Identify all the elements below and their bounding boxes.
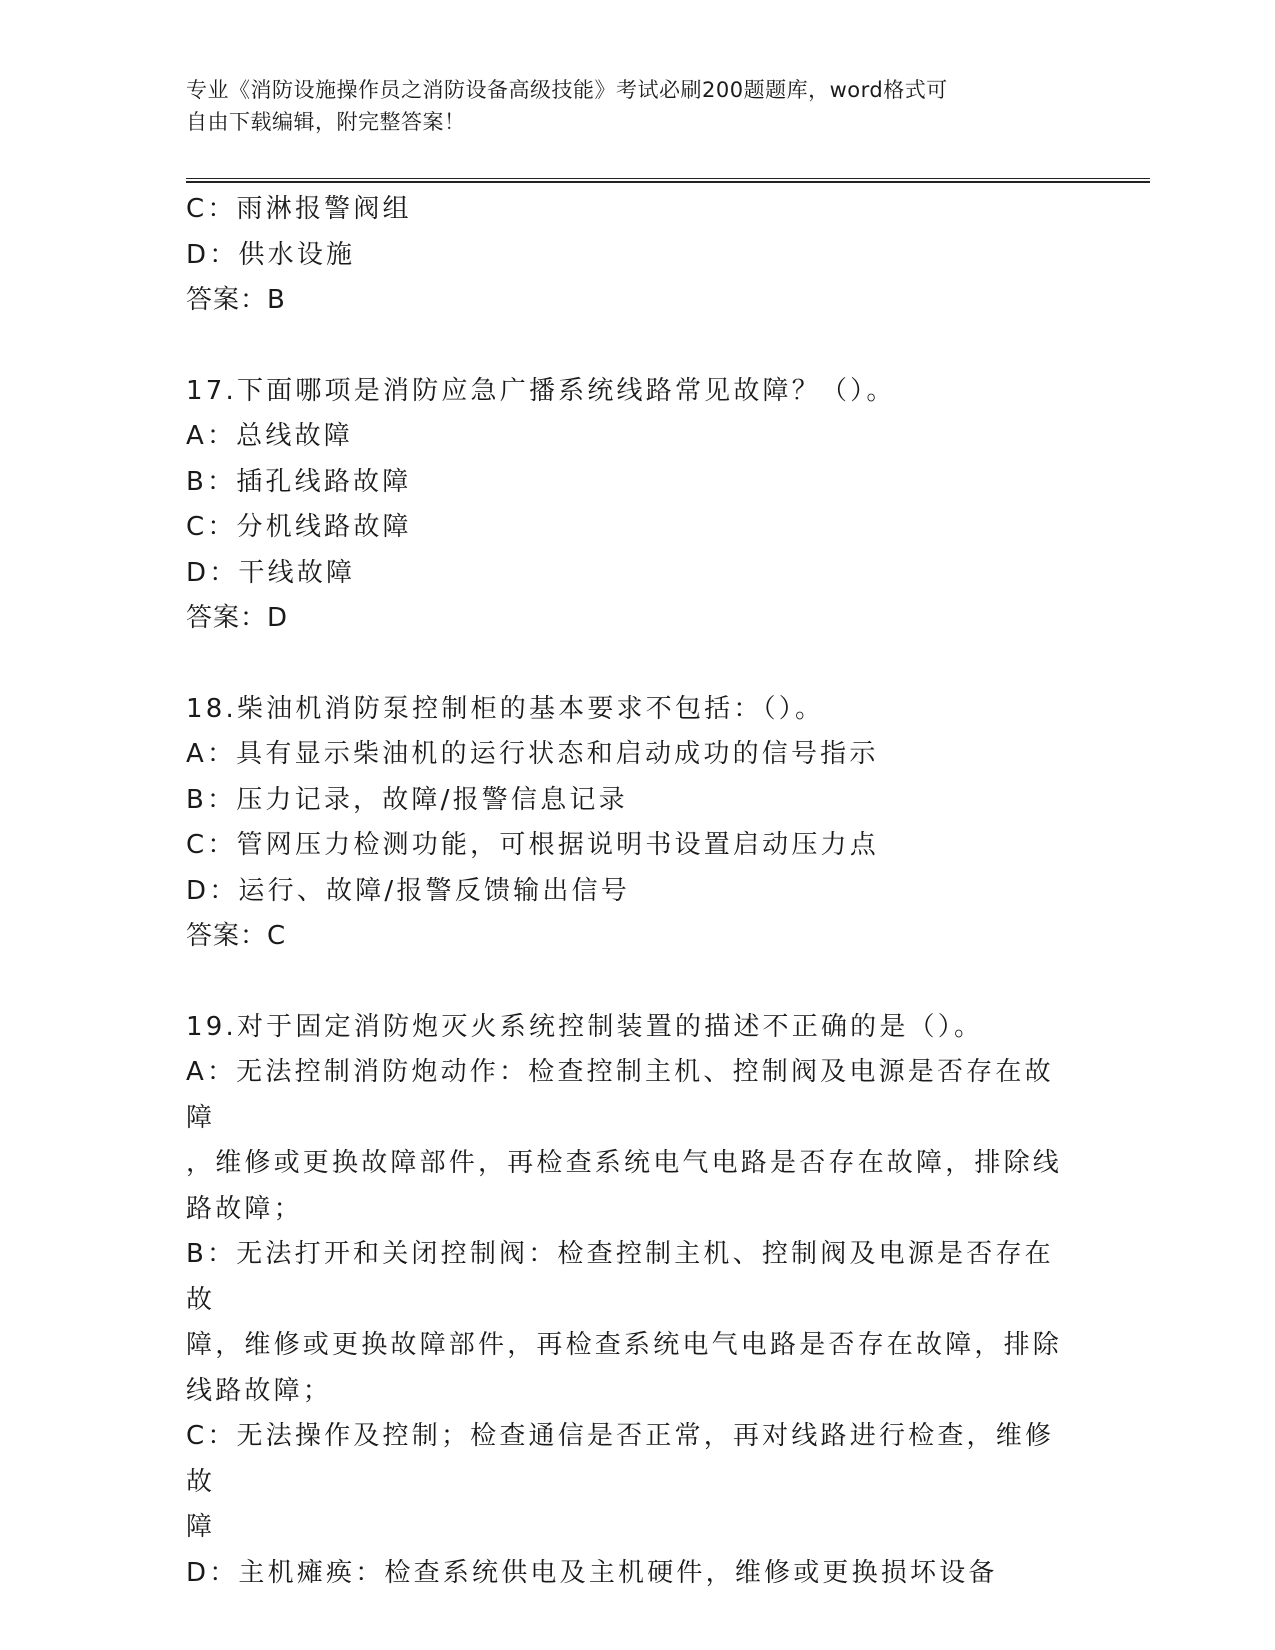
spacer [186,324,1066,369]
q18-option-b: B：压力记录，故障/报警信息记录 [186,784,628,815]
document-content [186,187,1066,1596]
q17-text: 17.下面哪项是消防应急广播系统线路常见故障？（）。 [186,375,896,406]
q17-answer: 答案：D [186,603,289,633]
q17-option-a: A：总线故障 [186,421,353,451]
q16-answer: 答案：B [186,285,286,315]
q19-option-c-line-1: C：无法操作及控制；检查通信是否正常，再对线路进行检查，维修故 [186,1421,1055,1497]
header-line-1: 专业《消防设施操作员之消防设备高级技能》考试必刷200题题库，word格式可 [186,78,948,102]
q19-option-b-line-3: 线路故障； [186,1375,333,1406]
question-16-tail [186,187,1066,324]
question-17 [186,369,1066,642]
spacer [186,960,1066,1005]
q16-option-c: C：雨淋报警阀组 [186,194,412,224]
q18-option-c: C：管网压力检测功能，可根据说明书设置启动压力点 [186,830,879,860]
header-line-2: 自由下载编辑，附完整答案！ [186,110,466,134]
q18-answer: 答案：C [186,921,287,951]
q19-option-c-line-2: 障 [186,1512,216,1542]
q19-option-a-line-3: 路故障； [186,1193,303,1224]
header-rule [186,178,1150,183]
question-19 [186,1005,1066,1597]
q19-option-a-line-1: A：无法控制消防炮动作：检查控制主机、控制阀及电源是否存在故障 [186,1057,1054,1133]
q17-option-b: B：插孔线路故障 [186,466,412,497]
q19-option-b-line-1: B：无法打开和关闭控制阀：检查控制主机、控制阀及电源是否存在故 [186,1239,1054,1315]
spacer [186,642,1066,687]
question-18 [186,687,1066,960]
q16-option-d: D：供水设施 [186,239,356,270]
q17-option-c: C：分机线路故障 [186,512,412,542]
q18-text: 18.柴油机消防泵控制柜的基本要求不包括：（）。 [186,693,825,724]
page-header [186,74,1066,138]
q18-option-d: D：运行、故障/报警反馈输出信号 [186,875,630,906]
q19-option-b-line-2: 障，维修或更换故障部件，再检查系统电气电路是否存在故障，排除 [186,1330,1063,1360]
q19-option-d: D：主机瘫痪：检查系统供电及主机硬件，维修或更换损坏设备 [186,1557,998,1588]
q19-text: 19.对于固定消防炮灭火系统控制装置的描述不正确的是（）。 [186,1011,984,1042]
q18-option-a: A：具有显示柴油机的运行状态和启动成功的信号指示 [186,739,879,769]
q19-option-a-line-2: ，维修或更换故障部件，再检查系统电气电路是否存在故障，排除线 [186,1148,1063,1178]
q17-option-d: D：干线故障 [186,557,356,588]
